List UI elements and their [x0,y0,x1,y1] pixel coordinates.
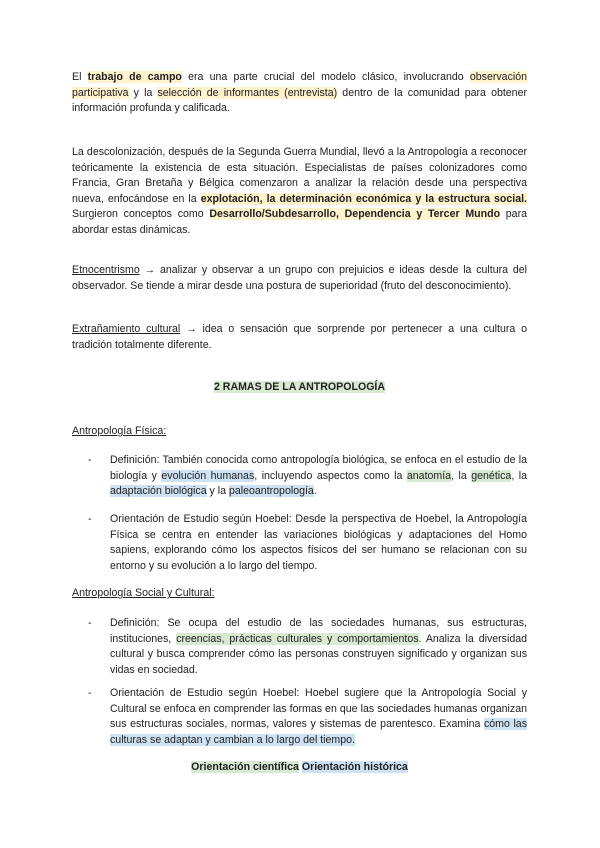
text: dentro de la comunidad para obtener información profunda y calificada. [72,86,527,114]
term-etnocentrismo: Etnocentrismo [72,264,140,276]
paragraph-fieldwork [72,70,527,117]
highlight-observacion: observación participativa [72,71,527,99]
highlight-evolucion: evolución humanas [161,469,255,482]
list-item-fisica-definicion [88,453,527,500]
arrow: → [180,323,203,335]
paragraph-decolonization [72,145,527,238]
bullet-dash: - [88,454,92,466]
text: . Analiza la diversidad cultural y busca comprender cómo las personas construyen significado y organizan sus vidas en sociedad. [110,632,527,676]
highlight-desarrollo: Desarrollo/Subdesarrollo, Dependencia y Tercer Mundo [209,208,501,220]
text: , la [451,469,472,482]
text: , la [511,469,527,482]
highlight-genetica: genética [471,469,512,482]
label-orientacion-historica: Orientación histórica [301,761,408,773]
paragraph-etnocentrismo [72,263,527,294]
list-item-fisica-orientacion [88,512,527,574]
text: La descolonización, después de la Segunda Guerra Mundial, llevó a la Antropología a reconocer teóricamente la existencia de esta situación. Especialistas de países colonizadores como Francia, Gran Bretaña y Bélgica comenzaron a analizar la relación desde una perspectiva nueva, enfocándose en la [72,146,527,205]
text: para abordar estas dinámicas. [72,208,527,236]
text: Orientación de Estudio según Hoebel: Hoebel sugiere que la Antropología Social y Cultural se enfoca en comprender las formas en que las sociedades humanas organizan sus estructuras sociales, normas, valores y sistemas de parentesco. Examina [110,687,527,730]
list-item-social-definicion [88,616,527,678]
text: Definición: También conocida como antropología biológica, se enfoca en el estudio de la biología y [110,454,527,482]
text: y la [206,485,229,497]
text: idea o sensación que sorprende por pertenecer a una cultura o tradición totalmente diferente. [72,323,527,351]
highlight-creencias: creencias, prácticas culturales y comportamientos [176,632,419,645]
title-antropologia-social: Antropología Social y Cultural: [72,587,215,599]
text: . [313,485,317,497]
text: , incluyendo aspectos como la [254,469,407,482]
text: Surgieron conceptos como [72,208,210,220]
highlight-explotacion: explotación, la determinación económica y la estructura social. [200,192,527,205]
text: Orientación de Estudio según Hoebel: Desde la perspectiva de Hoebel, la Antropología Física se centra en entender las variaciones biológicas y adaptaciones del Homo sapiens, explorando cómo los aspectos físicos del ser humano se relacionan con su entorno y su evolución a lo largo del tiempo. [110,513,527,572]
highlight-anatomia: anatomía [406,469,452,482]
arrow: → [139,264,160,276]
section-heading [72,380,527,396]
text: Definición: Se ocupa del estudio de las sociedades humanas, sus estructuras, instituciones, [110,617,527,645]
text: analizar y observar a un grupo con prejuicios e ideas desde la cultura del observador. Se tiende a mirar desde una postura de superioridad (fruto del desconocimiento). [72,264,527,292]
label-orientacion-cientifica: Orientación científica [191,761,299,773]
paragraph-extranamiento [72,322,527,353]
text: y la [128,86,158,99]
orientation-labels [72,760,527,776]
bullet-dash: - [88,687,92,699]
section-title-fisica [72,424,527,440]
section-title-social [72,586,527,602]
text: era una parte crucial del modelo clásico, involucrando [181,71,470,83]
heading-ramas: 2 RAMAS DE LA ANTROPOLOGÍA [213,381,386,393]
highlight-informantes: selección de informantes (entrevista) [157,86,338,99]
highlight-adaptan: cómo las culturas se adaptan y cambian a lo largo del tiempo. [110,718,527,746]
bullet-dash: - [88,513,92,525]
text: El [72,71,88,83]
highlight-adaptacion: adaptación biológica [110,485,207,497]
list-item-social-orientacion [88,686,527,748]
highlight-trabajo-de-campo: trabajo de campo [87,71,182,83]
bullet-dash: - [88,617,92,629]
title-antropologia-fisica: Antropología Física: [72,425,167,437]
term-extranamiento: Extrañamiento cultural [72,323,181,335]
highlight-paleoantropologia: paleoantropología [228,485,314,497]
